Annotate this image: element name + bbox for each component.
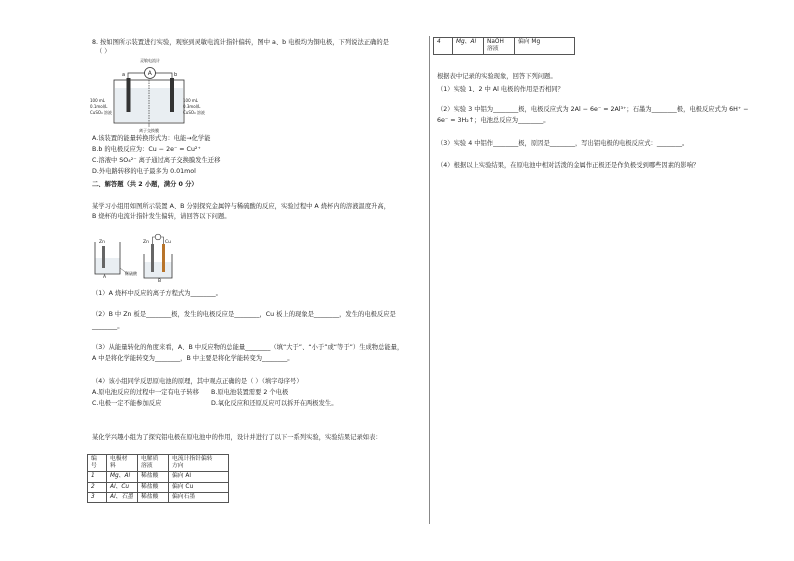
question-3-line2: A 中是将化学能转变为________，B 中主要是将化学能转变为________。: [92, 355, 294, 362]
right-question-3: （3）实验 4 中铝作________极，原因是________，写出铝电极的电极反应式：________。: [437, 140, 689, 147]
svg-text:A: A: [147, 70, 152, 78]
beaker-a-label: A: [103, 275, 107, 280]
question-2-line2: ________。: [92, 323, 124, 330]
membrane-label: 离子交换膜: [139, 128, 159, 133]
concentration-cell-figure: [88, 56, 223, 134]
q8-option-d: D.外电路转移的电子最多为 0.01mol: [92, 168, 196, 175]
question-4-option-c: C.电极一定不能参加反应: [92, 400, 162, 407]
table-header-row: 编 号 电极材 料 电解质 溶液 电流计指针偏转 方向: [88, 455, 229, 472]
experiment-intro: 某化学兴趣小组为了探究铝电极在原电池中的作用，设计并进行了以下一系列实验，实验结果记录如表：: [92, 434, 382, 441]
electrode-b: [170, 78, 174, 112]
question-4-option-a: A.原电池反应的过程中一定有电子转移: [92, 389, 199, 396]
q8-option-c: C.溶液中 SO₄²⁻ 离子通过离子交换膜发生迁移: [92, 157, 221, 164]
right-question-2-line2: 6e⁻ = 3H₂↑；电池总反应为________。: [437, 117, 550, 124]
results-table: [87, 454, 229, 503]
table-row: 1 Mg、Al 稀盐酸 偏向 Al: [88, 472, 229, 482]
electrode-b-label: b: [174, 72, 178, 78]
q8-option-a: A.该装置的能量转换形式为：电能→化学能: [92, 135, 211, 142]
electrode-a-label: a: [122, 72, 126, 78]
section-heading: 二、解答题（共 2 小题，满分 0 分）: [92, 181, 198, 188]
question-1: （1）A 烧杯中反应的离子方程式为________。: [92, 290, 222, 297]
right-question-1: （1）实验 1、2 中 Al 电极的作用是否相同？: [437, 86, 564, 93]
q8-stem: 8. 按如图所示装置进行实验，观察到灵敏电流计指针偏转，图中 a、b 电极均为铜电极，下列说法正确的是: [92, 39, 389, 46]
question-4-option-b: B.原电池装置需要 2 个电极: [211, 389, 289, 396]
right-solution-label: 100 mL 0.3mol/L CuSO₄ 溶液: [183, 98, 205, 115]
right-question-2-line1: （2）实验 3 中铝为________极，电极反应式为 2Al − 6e⁻ = 2Al³⁺；石墨为________极，电极反应式为 6H⁺ −: [437, 106, 749, 113]
exp1-intro-line1: 某学习小组用如图所示装置 A、B 分别探究金属锌与稀硫酸的反应，实验过程中 A 烧杯内的溶液温度升高，: [92, 203, 391, 210]
question-4-option-d: D.氧化反应和还原反应可以拆开在两极发生。: [211, 400, 338, 407]
acid-label: 稀硫酸: [125, 271, 137, 276]
meter-label: 灵敏电流计: [140, 58, 160, 63]
column-divider: [429, 36, 430, 524]
answer-lead: 根据表中记录的实验现象，回答下列问题。: [437, 73, 557, 80]
zn-strip-a: [102, 246, 105, 268]
right-question-4: （4）根据以上实验结果，在原电池中相对活泼的金属作正极还是作负极受到哪些因素的影响？: [437, 162, 700, 169]
question-2-line1: （2）B 中 Zn 板是________极，发生的电极反应是________，Cu 板上的现象是________，发生的电极反应是: [92, 311, 396, 318]
zn-strip-b: [151, 244, 154, 272]
question-4-stem: （4）该小组同学反思原电池的原理，其中观点正确的是（ ）（填字母序号）: [92, 378, 303, 385]
q8-option-b: B.b 的电极反应为：Cu − 2e⁻ = Cu²⁺: [92, 146, 201, 153]
electrode-a: [127, 78, 131, 112]
table-row: 2 Al、Cu 稀盐酸 偏向 Cu: [88, 482, 229, 492]
table-row: 4 Mg、Al NaOH 溶液 偏向 Mg: [434, 38, 575, 55]
zn-label-b: Zn: [143, 240, 149, 245]
q8-answer-paren: （ ）: [96, 48, 111, 55]
results-table-continued: [433, 37, 575, 55]
beaker-b-label: B: [158, 279, 162, 284]
zn-label-a: Zn: [99, 240, 105, 245]
exp1-intro-line2: B 烧杯的电流计指针发生偏转，请回答以下问题。: [92, 213, 231, 220]
left-solution-label: 100 mL 0.1mol/L CuSO₄ 溶液: [90, 98, 112, 115]
cu-label: Cu: [165, 240, 171, 245]
question-3-line1: （3）从能量转化的角度来看，A、B 中反应物的总能量________（填“大于”、“小于”或“等于”）生成物总能量，: [92, 344, 404, 351]
table-row: 3 Al、石墨 稀盐酸 偏向石墨: [88, 492, 229, 502]
cu-strip: [162, 244, 165, 272]
meter-icon: [155, 234, 161, 240]
